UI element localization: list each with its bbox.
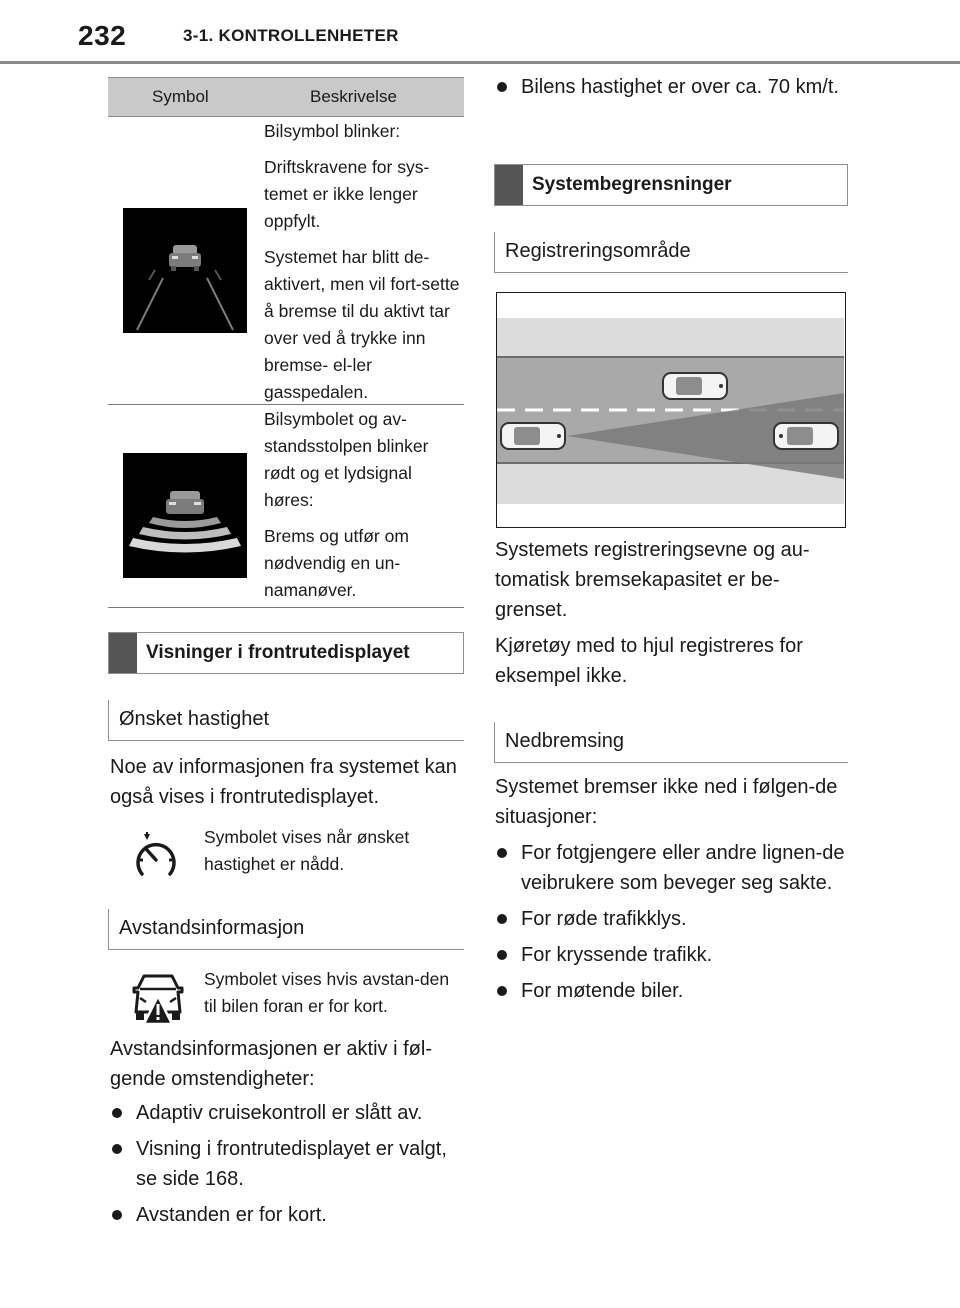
subheading-desired-speed <box>108 700 464 741</box>
description-line: Driftskravene for sys-temet er ikke lenger oppfylt. <box>264 157 430 231</box>
speedometer-icon <box>132 832 180 880</box>
list-item: For røde trafikklys. <box>495 904 845 934</box>
list-item: Avstanden er for kort. <box>110 1200 460 1230</box>
paragraph: Systemet bremser ikke ned i følgen-de situasjoner: <box>495 776 838 828</box>
chapter-title: 3-1. KONTROLLENHETER <box>183 26 399 45</box>
list-item: Visning i frontrutedisplayet er valgt, se side 168. <box>110 1134 460 1194</box>
speed-symbol-text: Symbolet vises når ønsket hastighet er nådd. <box>204 827 410 874</box>
car-ahead-icon <box>774 423 838 449</box>
subheading-title: Nedbremsing <box>505 730 624 752</box>
detection-area-illustration <box>496 292 846 528</box>
speed-condition-bullet <box>495 72 845 102</box>
symbol-description-1 <box>264 118 460 415</box>
section-title: Visninger i frontrutedisplayet <box>146 642 410 663</box>
paragraph: Avstandsinformasjonen er aktiv i føl-gende omstendigheter: <box>110 1038 432 1090</box>
own-car-icon <box>501 423 565 449</box>
description-line: Systemet har blitt de-aktivert, men vil fort-sette å bremse til du aktivt tar over ved å trykke inn bremse- el-ler gasspedalen. <box>264 247 460 402</box>
page-number: 232 <box>78 20 127 51</box>
car-symbol-blinking-icon <box>123 208 247 333</box>
paragraph: Noe av informasjonen fra systemet kan også vises i frontrutedisplayet. <box>110 756 457 808</box>
description-line: Bilsymbolet og av-standsstolpen blinker rødt og et lydsignal høres: <box>264 409 429 510</box>
list-item: Adaptiv cruisekontroll er slått av. <box>110 1098 460 1128</box>
symbol-description-2 <box>264 406 460 613</box>
table-row-divider <box>108 404 464 405</box>
paragraph: Kjøretøy med to hjul registreres for eksempel ikke. <box>495 635 803 687</box>
subheading-detection-area <box>494 232 848 273</box>
symbol-table-header <box>108 77 464 117</box>
list-item: For møtende biler. <box>495 976 845 1006</box>
list-item: Bilens hastighet er over ca. 70 km/t. <box>495 72 845 102</box>
braking-bullet-list <box>495 838 845 1006</box>
heading-bar <box>109 633 137 673</box>
subheading-title: Avstandsinformasjon <box>119 917 305 939</box>
header-rule <box>0 61 960 64</box>
list-item: For fotgjengere eller andre lignen-de veibrukere som beveger seg sakte. <box>495 838 845 898</box>
list-item: For kryssende trafikk. <box>495 940 845 970</box>
description-line: Brems og utfør om nødvendig en un-namanøver. <box>264 526 409 600</box>
car-distance-bars-warning-icon <box>123 453 247 578</box>
paragraph: Systemets registreringsevne og au-tomatisk bremsekapasitet er be-grenset. <box>495 539 810 621</box>
hud-intro-text <box>110 752 460 812</box>
subheading-title: Ønsket hastighet <box>119 708 270 730</box>
section-heading-hud <box>108 632 464 674</box>
description-line: Bilsymbol blinker: <box>264 121 401 141</box>
table-row-divider <box>108 607 464 608</box>
braking-text <box>495 772 847 832</box>
car-adjacent-lane-icon <box>663 373 727 399</box>
column-header-description: Beskrivelse <box>310 87 397 106</box>
section-heading-limits <box>494 164 848 206</box>
column-header-symbol: Symbol <box>152 87 209 106</box>
detection-text <box>495 535 847 691</box>
distance-warning-car-icon <box>130 972 186 1026</box>
section-title: Systembegrensninger <box>532 174 732 195</box>
subheading-title: Registreringsområde <box>505 240 691 262</box>
distance-symbol-text: Symbolet vises hvis avstan-den til bilen foran er for kort. <box>204 969 450 1016</box>
subheading-braking <box>494 722 848 763</box>
heading-bar <box>495 165 523 205</box>
subheading-distance <box>108 909 464 950</box>
distance-bullet-list <box>110 1098 460 1230</box>
distance-active-text <box>110 1034 465 1094</box>
